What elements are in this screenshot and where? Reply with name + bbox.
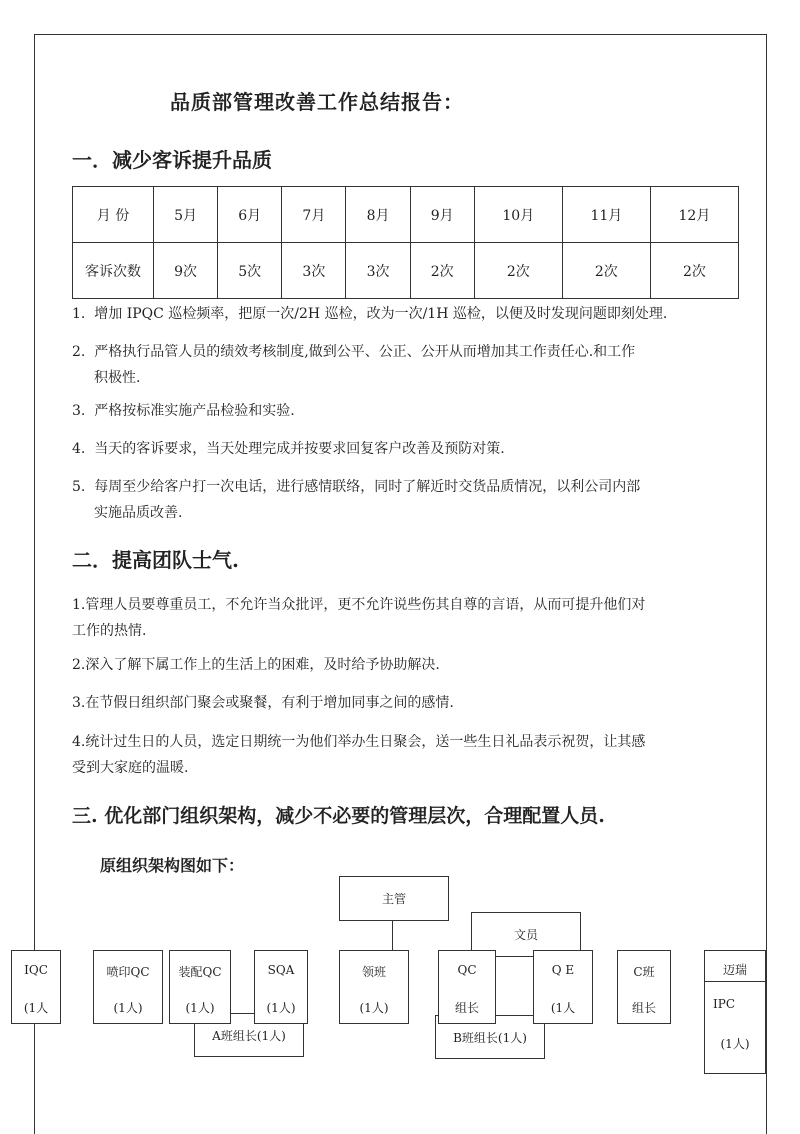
table-cell: 2次 <box>562 243 650 299</box>
org-box-mairui: 迈瑞 IPC (1人) <box>704 950 766 1074</box>
report-title: 品质部管理改善工作总结报告： <box>170 90 464 114</box>
org-box-leader: 领班 (1人) <box>339 950 409 1024</box>
table-cell: 3次 <box>282 243 346 299</box>
org-box-qc-leader: QC 组长 <box>438 950 496 1024</box>
list-item: 3. 严格按标准实施产品检验和实验. <box>72 403 295 419</box>
table-cell: 8月 <box>346 187 410 243</box>
section-1-heading: 一．减少客诉提升品质 <box>72 148 272 172</box>
table-cell: 2次 <box>474 243 562 299</box>
table-cell: 客诉次数 <box>73 243 154 299</box>
org-box-c-leader: C班 组长 <box>617 950 671 1024</box>
org-divider <box>705 981 765 982</box>
table-cell: 9月 <box>410 187 474 243</box>
org-chart-caption: 原组织架构图如下： <box>100 856 245 875</box>
org-box-print-qc: 喷印QC (1人) <box>93 950 163 1024</box>
complaints-table <box>72 186 739 299</box>
table-cell: 7月 <box>282 187 346 243</box>
org-box-qe: Q E (1人 <box>533 950 593 1024</box>
list-item: 3.在节假日组织部门聚会或聚餐，有利于增加同事之间的感情. <box>72 695 454 711</box>
section-3-heading: 三. 优化部门组织架构，减少不必要的管理层次，合理配置人员. <box>72 805 605 827</box>
table-cell: 10月 <box>474 187 562 243</box>
table-cell: 11月 <box>562 187 650 243</box>
section-2-heading: 二．提高团队士气. <box>72 548 239 572</box>
table-cell: 6月 <box>218 187 282 243</box>
org-box-b-leader: B班组长(1人) <box>435 1015 545 1059</box>
list-item: 2. 严格执行品管人员的绩效考核制度,做到公平、公正、公开从而增加其工作责任心.和工作 积极性. <box>72 344 636 386</box>
table-cell: 2次 <box>650 243 738 299</box>
org-box-assembly-qc: 装配QC (1人) <box>169 950 231 1024</box>
org-box-a-leader: A班组长(1人) <box>194 1013 304 1057</box>
table-row <box>73 243 739 299</box>
org-box-clerk: 文员 <box>471 912 581 957</box>
list-item: 2.深入了解下属工作上的生活上的困难，及时给予协助解决. <box>72 657 440 673</box>
table-cell: 12月 <box>650 187 738 243</box>
table-cell: 3次 <box>346 243 410 299</box>
org-box-supervisor: 主管 <box>339 876 449 921</box>
table-cell: 2次 <box>410 243 474 299</box>
table-cell: 9次 <box>154 243 218 299</box>
list-item: 4. 当天的客诉要求，当天处理完成并按要求回复客户改善及预防对策. <box>72 441 505 457</box>
org-connector <box>392 921 393 951</box>
table-cell: 5次 <box>218 243 282 299</box>
table-cell: 月 份 <box>73 187 154 243</box>
list-item: 5. 每周至少给客户打一次电话，进行感情联络，同时了解近时交货品质情况，以利公司内部 实施品质改善. <box>72 479 641 521</box>
table-cell: 5月 <box>154 187 218 243</box>
list-item: 1.管理人员要尊重员工，不允许当众批评，更不允许说些伤其自尊的言语，从而可提升他们对 工作的热情. <box>72 597 646 639</box>
org-box-sqa: SQA (1人) <box>254 950 308 1024</box>
list-item: 4.统计过生日的人员，选定日期统一为他们举办生日聚会，送一些生日礼品表示祝贺，让其感 受到大家庭的温暖. <box>72 734 646 776</box>
list-item: 1. 增加 IPQC 巡检频率，把原一次/2H 巡检，改为一次/1H 巡检，以便及时发现问题即刻处理. <box>72 306 668 322</box>
table-row <box>73 187 739 243</box>
org-box-iqc: IQC (1人 <box>11 950 61 1024</box>
